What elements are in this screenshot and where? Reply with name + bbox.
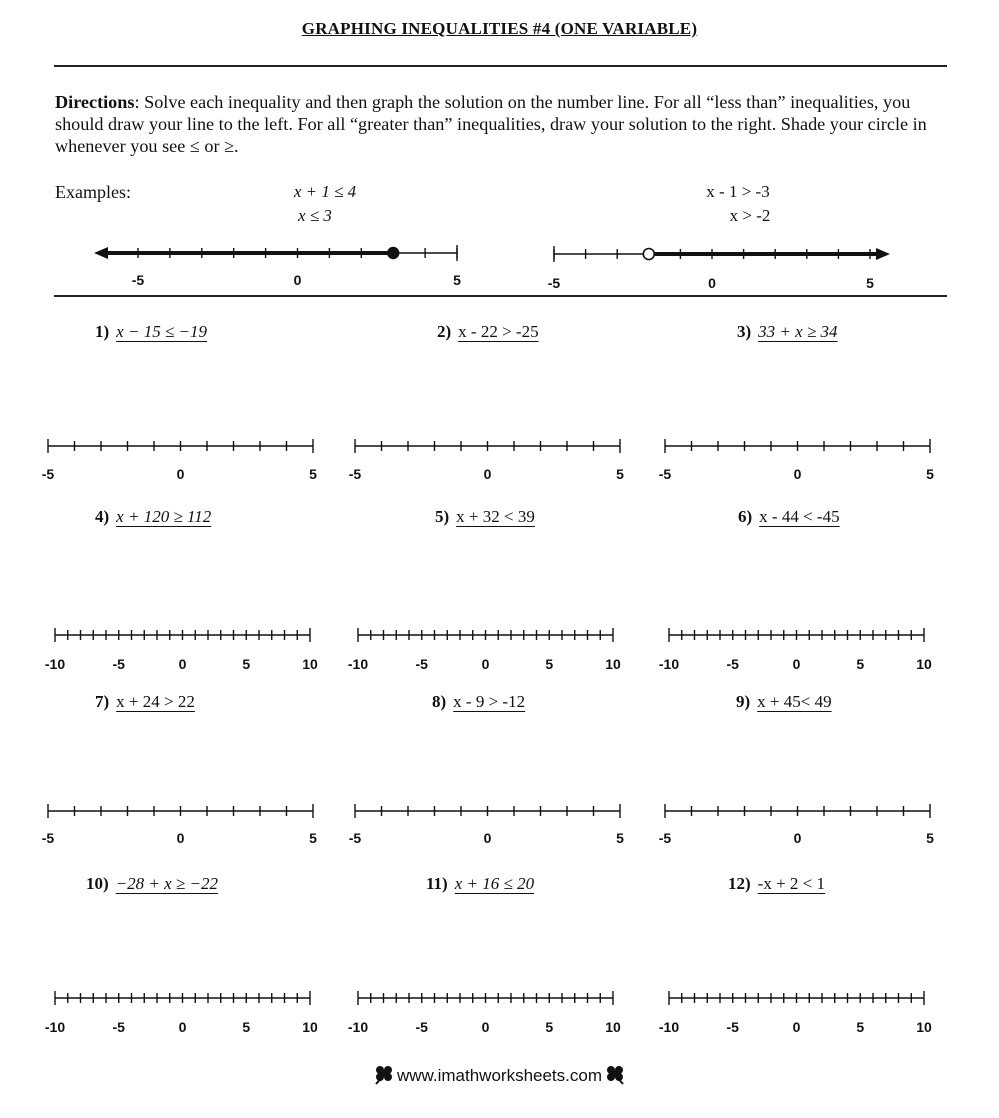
example-1-arrowhead: [94, 247, 108, 259]
problem-11-number-line-label: 0: [481, 1019, 490, 1035]
footer: [0, 1063, 999, 1090]
example-1-line-2: x ≤ 3: [298, 206, 332, 225]
problem-1-number-line-label: 5: [309, 466, 317, 482]
problem-12-number-line-label: -10: [658, 1019, 680, 1035]
example-2-line-1: x - 1 > -3: [706, 182, 770, 201]
example-2-label: -5: [547, 275, 561, 291]
problem-2: 2) x - 22 > -25: [437, 322, 539, 341]
example-2-point: [643, 249, 654, 260]
problem-9-number-line-label: -5: [658, 830, 672, 846]
problem-1-number-line-label: -5: [41, 466, 55, 482]
problem-7-number-line-label: -5: [41, 830, 55, 846]
problem-4-number-line-label: 10: [302, 656, 318, 672]
problem-4-number-line-label: 5: [242, 656, 251, 672]
worksheet-title: GRAPHING INEQUALITIES #4 (ONE VARIABLE): [301, 19, 698, 38]
problem-11: 11) x + 16 ≤ 20: [426, 874, 535, 893]
example-1-label: 5: [453, 272, 461, 288]
problem-12-number-line-label: 5: [856, 1019, 865, 1035]
problem-11-number-line-label: 10: [605, 1019, 621, 1035]
problem-4: 4) x + 120 ≥ 112: [95, 507, 212, 526]
clover-left-icon: [371, 1063, 397, 1090]
clover-right-icon: [602, 1063, 628, 1090]
problem-7-number-line-label: 5: [309, 830, 317, 846]
problem-6-number-line-label: 0: [792, 656, 801, 672]
problem-7: 7) x + 24 > 22: [95, 692, 195, 711]
example-1-line-1: x + 1 ≤ 4: [293, 182, 357, 201]
problem-11-number-line-label: -10: [347, 1019, 369, 1035]
problem-10-number-line-label: 5: [242, 1019, 251, 1035]
problem-5-number-line-label: 0: [481, 656, 490, 672]
problem-11-number-line-label: -5: [415, 1019, 428, 1035]
problem-10-number-line-label: 0: [178, 1019, 187, 1035]
problem-3: 3) 33 + x ≥ 34: [737, 322, 838, 341]
problem-5-number-line-label: -10: [347, 656, 369, 672]
problem-1-number-line-label: 0: [176, 466, 185, 482]
example-1-point: [388, 248, 399, 259]
problem-2-number-line-label: 5: [616, 466, 624, 482]
problem-6: 6) x - 44 < -45: [738, 507, 840, 526]
problem-10-number-line-label: -10: [44, 1019, 66, 1035]
problem-1: 1) x − 15 ≤ −19: [95, 322, 207, 341]
problem-6-number-line-label: 10: [916, 656, 932, 672]
directions-label: Directions: [55, 92, 135, 112]
problem-6-number-line-label: -10: [658, 656, 680, 672]
problem-3-number-line-label: 5: [926, 466, 934, 482]
problem-3-number-line-label: 0: [793, 466, 802, 482]
problem-4-number-line-label: -5: [112, 656, 125, 672]
examples-label: Examples:: [55, 182, 131, 202]
problem-8-number-line-label: 5: [616, 830, 624, 846]
problem-8-number-line-label: -5: [348, 830, 362, 846]
problem-12-number-line-label: -5: [726, 1019, 739, 1035]
problem-5: 5) x + 32 < 39: [435, 507, 535, 526]
problem-3-number-line-label: -5: [658, 466, 672, 482]
example-2-label: 5: [866, 275, 874, 291]
problem-5-number-line-label: -5: [415, 656, 428, 672]
problem-8: 8) x - 9 > -12: [432, 692, 526, 711]
problem-4-number-line-label: -10: [44, 656, 66, 672]
problem-9-number-line-label: 5: [926, 830, 934, 846]
problem-9: 9) x + 45< 49: [736, 692, 832, 711]
example-1-label: -5: [131, 272, 145, 288]
problem-11-number-line-label: 5: [545, 1019, 554, 1035]
example-2-arrowhead: [876, 248, 890, 260]
example-2-label: 0: [708, 275, 716, 291]
problem-12: 12) -x + 2 < 1: [728, 874, 826, 893]
problem-10-number-line-label: -5: [112, 1019, 125, 1035]
problem-6-number-line-label: 5: [856, 656, 865, 672]
directions-body: : Solve each inequality and then graph the solution on the number line. For all “less than” inequalities, you should draw your line to the left. For all “greater than” inequalities, draw your solution to the right. Shade your circle in whenever you see ≤ or ≥.: [55, 92, 927, 156]
footer-url: www.imathworksheets.com: [396, 1065, 602, 1085]
problem-12-number-line-label: 0: [792, 1019, 801, 1035]
problem-6-number-line-label: -5: [726, 656, 739, 672]
problem-10-number-line-label: 10: [302, 1019, 318, 1035]
problem-2-number-line-label: -5: [348, 466, 362, 482]
problem-5-number-line-label: 10: [605, 656, 621, 672]
problem-4-number-line-label: 0: [178, 656, 187, 672]
problem-10: 10) −28 + x ≥ −22: [86, 874, 218, 893]
problem-2-number-line-label: 0: [483, 466, 492, 482]
problem-8-number-line-label: 0: [483, 830, 492, 846]
example-1-label: 0: [293, 272, 302, 288]
example-2-line-2: x > -2: [729, 206, 771, 225]
problem-7-number-line-label: 0: [176, 830, 185, 846]
problem-9-number-line-label: 0: [793, 830, 802, 846]
problem-5-number-line-label: 5: [545, 656, 554, 672]
problem-12-number-line-label: 10: [916, 1019, 932, 1035]
